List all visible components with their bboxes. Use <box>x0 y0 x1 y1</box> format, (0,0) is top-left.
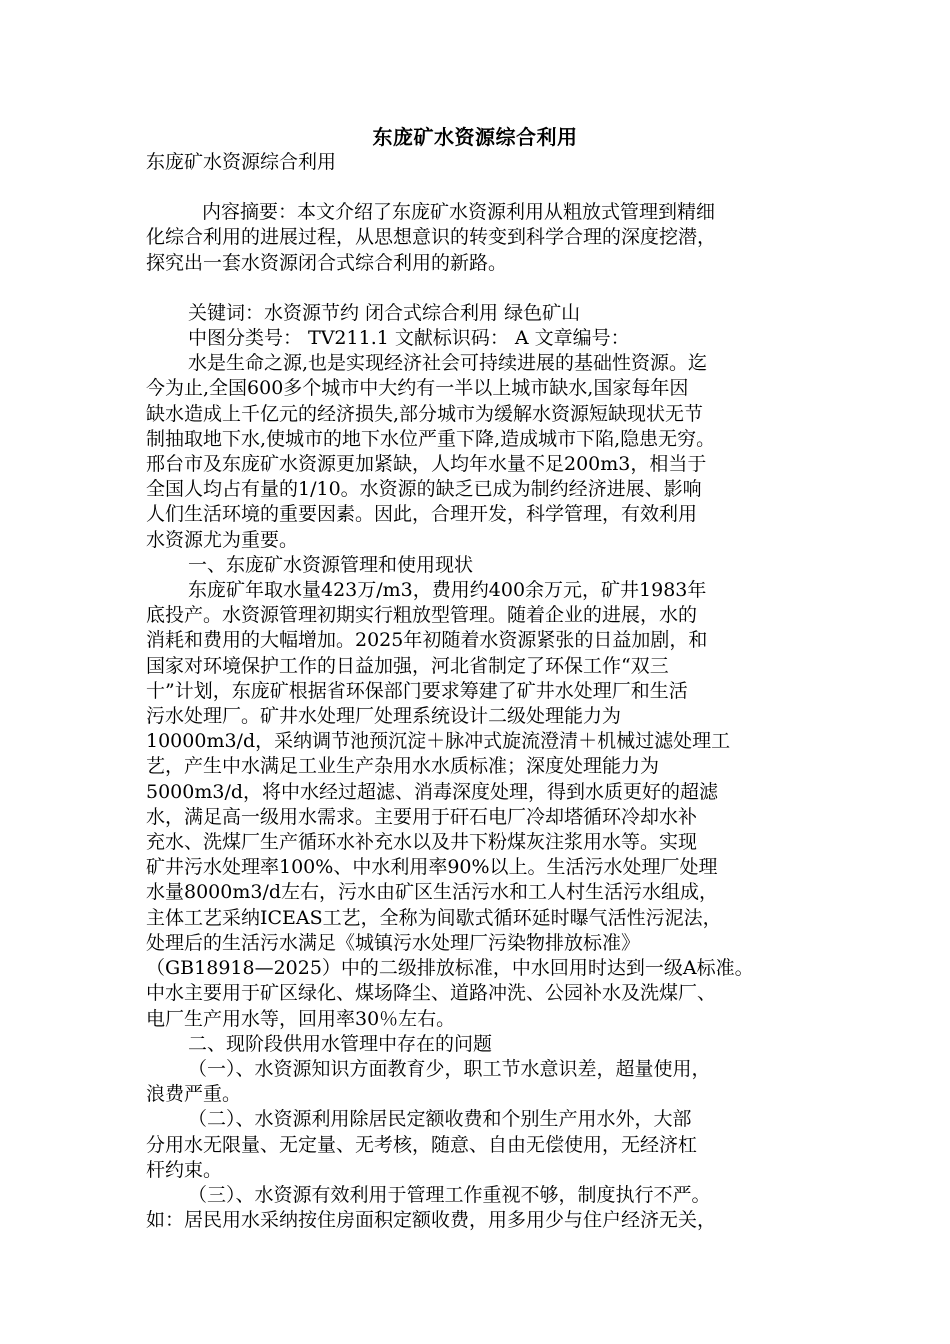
text-line: 矿井污水处理率100%、中水利用率90%以上。生活污水处理厂处理 <box>146 856 718 879</box>
text-line: 十”计划，东庞矿根据省环保部门要求筹建了矿井水处理厂和生活 <box>146 679 688 702</box>
text-line: 10000m3/d，采纳调节池预沉淀＋脉冲式旋流澄清＋机械过滤处理工 <box>146 730 731 753</box>
abstract-paragraph <box>146 200 811 276</box>
text-line: 水，满足高一级用水需求。主要用于矸石电厂冷却塔循环冷却水补 <box>146 805 698 828</box>
text-line: 内容摘要：本文介绍了东庞矿水资源利用从粗放式管理到精细 <box>202 201 716 224</box>
issue-item-1 <box>146 1057 811 1107</box>
text-line: 处理后的生活污水满足《城镇污水处理厂污染物排放标准》 <box>146 931 641 954</box>
text-line: 中水主要用于矿区绿化、煤场降尘、道路冲洗、公园补水及洗煤厂、 <box>146 982 717 1005</box>
text-line: 全国人均占有量的1/10。水资源的缺乏已成为制约经济进展、影响 <box>146 478 702 501</box>
paragraph-gap <box>146 276 811 301</box>
text-line: 缺水造成上千亿元的经济损失,部分城市为缓解水资源短缺现状无节 <box>146 402 704 425</box>
section-heading: 二、现阶段供用水管理中存在的问题 <box>188 1032 493 1055</box>
section-heading: 一、东庞矿水资源管理和使用现状 <box>188 553 474 576</box>
issue-item-3 <box>146 1183 811 1233</box>
intro-paragraph <box>146 351 811 553</box>
text-line: （一）、水资源知识方面教育少，职工节水意识差，超量使用， <box>188 1057 711 1080</box>
text-line: 水量8000m3/d左右，污水由矿区生活污水和工人村生活污水组成， <box>146 881 719 904</box>
text-line: （二）、水资源利用除居民定额收费和个别生产用水外，大部 <box>188 1108 692 1131</box>
text-line: 电厂生产用水等，回用率30％左右。 <box>146 1007 456 1030</box>
text-line: 污水处理厂。矿井水处理厂处理系统设计二级处理能力为 <box>146 705 622 728</box>
text-line: 主体工艺采纳ICEAS工艺，全称为间歇式循环延时曝气活性污泥法， <box>146 906 722 929</box>
text-line: 杆约束。 <box>146 1158 223 1181</box>
text-line: 制抽取地下水,使城市的地下水位严重下降,造成城市下陷,隐患无穷。 <box>146 427 716 450</box>
text-line: 底投产。水资源管理初期实行粗放型管理。随着企业的进展，水的 <box>146 604 698 627</box>
text-line: 如：居民用水采纳按住房面积定额收费，用多用少与住户经济无关， <box>146 1209 717 1232</box>
section1-paragraph <box>146 578 811 1032</box>
document-title: 东庞矿水资源综合利用 <box>372 125 578 149</box>
document-subtitle: 东庞矿水资源综合利用 <box>146 151 337 173</box>
text-line: 今为止,全国600多个城市中大约有一半以上城市缺水,国家每年因 <box>146 377 689 400</box>
document-body <box>146 150 811 1233</box>
text-line: 水资源尤为重要。 <box>146 528 299 551</box>
text-line: 国家对环境保护工作的日益加强，河北省制定了环保工作“双三 <box>146 654 669 677</box>
text-line: 充水、洗煤厂生产循环水补充水以及井下粉煤灰注浆用水等。实现 <box>146 831 698 854</box>
text-line: 分用水无限量、无定量、无考核，随意、自由无偿使用，无经济杠 <box>146 1133 698 1156</box>
text-line: 浪费严重。 <box>146 1083 242 1106</box>
keywords-line: 关键词：水资源节约 闭合式综合利用 绿色矿山 <box>188 301 581 324</box>
text-line: 人们生活环境的重要因素。因此，合理开发，科学管理，有效利用 <box>146 503 698 526</box>
text-line: 探究出一套水资源闭合式综合利用的新路。 <box>146 251 508 274</box>
text-line: 5000m3/d，将中水经过超滤、消毒深度处理，得到水质更好的超滤 <box>146 780 719 803</box>
text-line: （三）、水资源有效利用于管理工作重视不够，制度执行不严。 <box>188 1183 711 1206</box>
text-line: （GB18918—2025）中的二级排放标准，中水回用时达到一级A标准。 <box>146 957 754 980</box>
issue-item-2 <box>146 1107 811 1183</box>
text-line: 水是生命之源,也是实现经济社会可持续进展的基础性资源。迄 <box>188 352 708 375</box>
text-line: 消耗和费用的大幅增加。2025年初随着水资源紧张的日益加剧，和 <box>146 629 708 652</box>
text-line: 东庞矿年取水量423万/m3，费用约400余万元，矿井1983年 <box>188 579 707 602</box>
text-line: 邢台市及东庞矿水资源更加紧缺，人均年水量不足200m3，相当于 <box>146 453 707 476</box>
classification-line: 中图分类号： TV211.1 文献标识码： A 文章编号： <box>188 327 630 350</box>
paragraph-gap <box>146 175 811 200</box>
text-line: 艺，产生中水满足工业生产杂用水水质标准；深度处理能力为 <box>146 755 660 778</box>
text-line: 化综合利用的进展过程，从思想意识的转变到科学合理的深度挖潜， <box>146 226 717 249</box>
